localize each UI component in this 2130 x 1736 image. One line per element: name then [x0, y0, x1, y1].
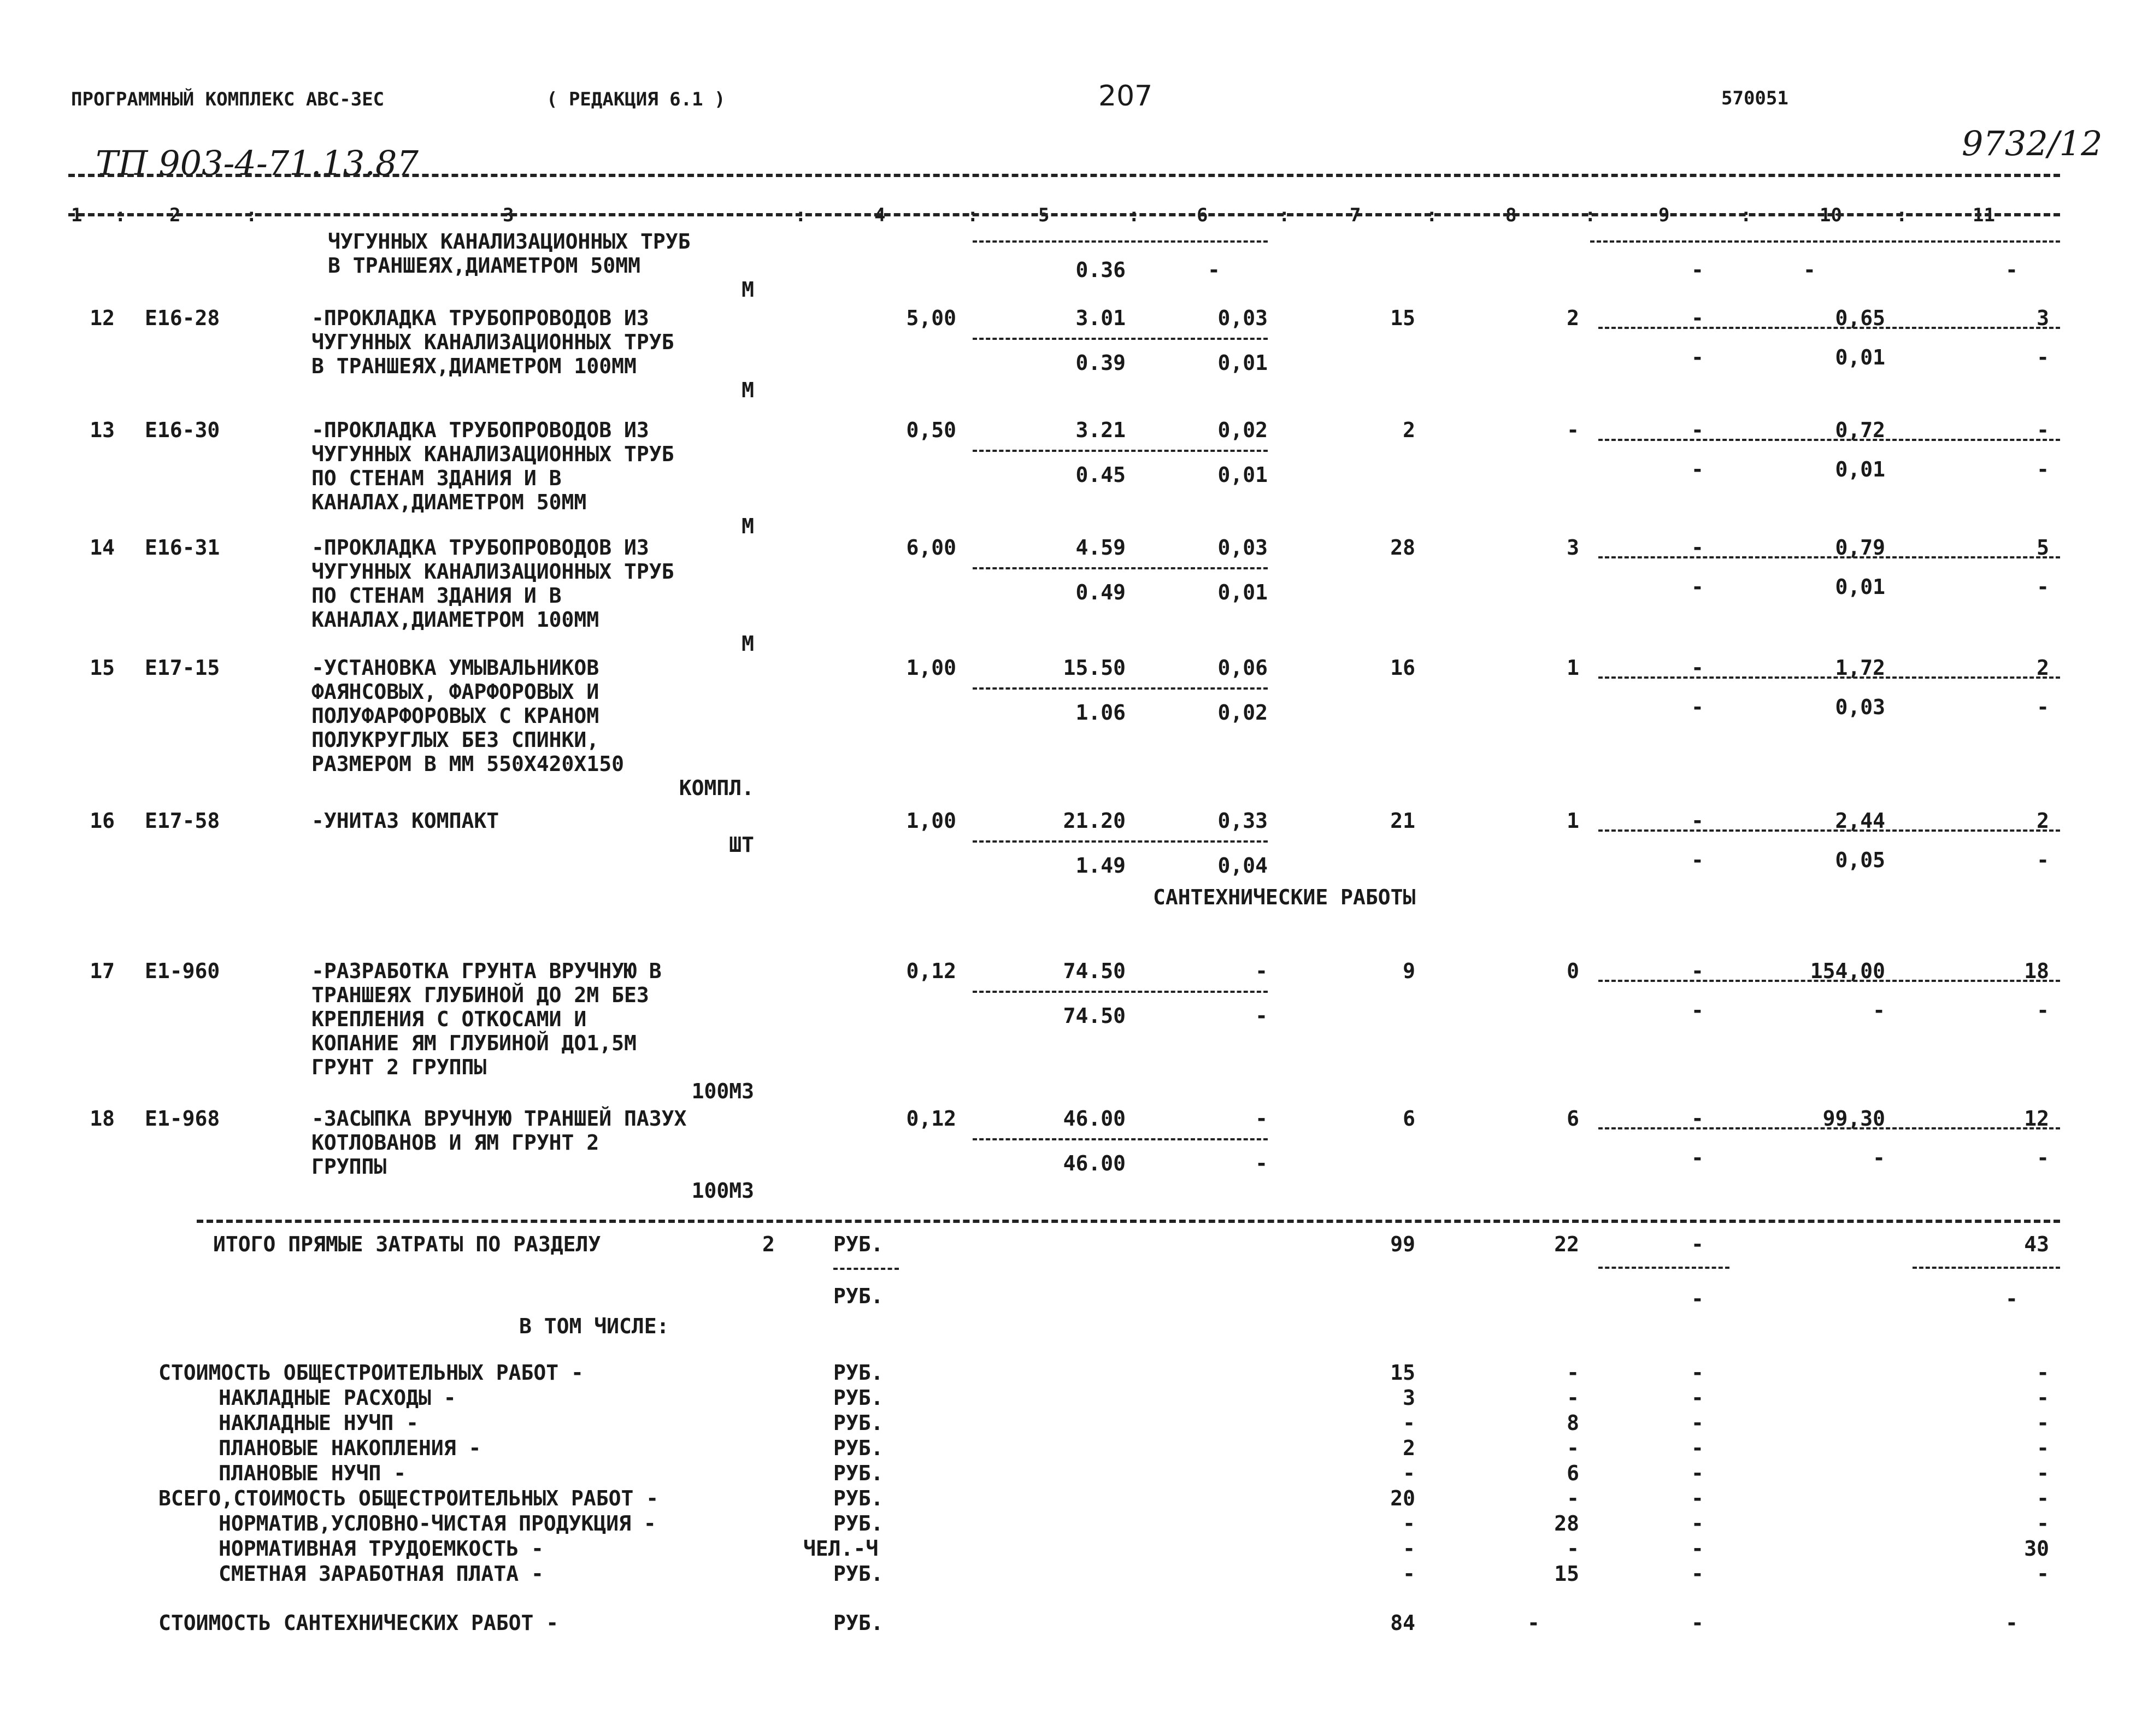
row-c11b: -: [2037, 575, 2049, 599]
totals-c11b: -: [2005, 1287, 2018, 1311]
row-qty: 0,50: [906, 418, 956, 442]
row-c11: 2: [2037, 656, 2049, 680]
summary-unit: РУБ.: [833, 1436, 884, 1460]
summary-c9: -: [1691, 1361, 1704, 1385]
summary-c9: -: [1691, 1537, 1704, 1561]
final-c8: -: [1527, 1611, 1540, 1635]
row-c10b: 0,01: [1835, 457, 1885, 481]
row-c6: 0,33: [1217, 809, 1268, 833]
row-number: 16: [90, 809, 115, 833]
row-c11b: -: [2037, 998, 2049, 1022]
row-description: ПО СТЕНАМ ЗДАНИЯ И В: [311, 584, 562, 608]
row-description: -ЗАСЫПКА ВРУЧНУЮ ТРАНШЕЙ ПАЗУХ: [311, 1107, 687, 1131]
row-c5: 46.00: [1063, 1107, 1126, 1131]
row-description: КОПАНИЕ ЯМ ГЛУБИНОЙ ДО1,5М: [311, 1031, 637, 1055]
row-description: КАНАЛАХ,ДИАМЕТРОМ 50ММ: [311, 490, 587, 514]
summary-unit: РУБ.: [833, 1411, 884, 1435]
row-qty: 1,00: [906, 656, 956, 680]
row-description: РАЗМЕРОМ В ММ 550Х420Х150: [311, 752, 624, 776]
summary-c7: -: [1403, 1411, 1415, 1435]
row-c8: 2: [1567, 306, 1579, 330]
row-description: ГРУППЫ: [311, 1155, 387, 1179]
summary-c9: -: [1691, 1486, 1704, 1510]
row-qty: 0,12: [906, 959, 956, 983]
row-c7: 28: [1390, 535, 1415, 560]
row-c6: 0,03: [1217, 535, 1268, 560]
row-c9b: -: [1691, 575, 1704, 599]
row-number: 17: [90, 959, 115, 983]
totals-c7: 99: [1390, 1232, 1415, 1256]
section-label: САНТЕХНИЧЕСКИЕ РАБОТЫ: [1153, 885, 1416, 909]
final-c11: -: [2005, 1611, 2018, 1635]
summary-unit: ЧЕЛ.-Ч: [803, 1537, 879, 1561]
final-c7: 84: [1390, 1611, 1415, 1635]
row-unit: М: [742, 632, 754, 656]
totals-unit-2: РУБ.: [833, 1284, 884, 1308]
sheet-number: 9732/12: [1962, 123, 2103, 163]
row-c10b: -: [1873, 1146, 1885, 1170]
row-code: Е16-30: [145, 418, 220, 442]
summary-c9: -: [1691, 1386, 1704, 1410]
summary-c7: -: [1403, 1537, 1415, 1561]
row-c5b: 46.00: [1063, 1151, 1126, 1175]
summary-unit: РУБ.: [833, 1361, 884, 1385]
row-c6b: 0,01: [1217, 463, 1268, 487]
summary-unit: РУБ.: [833, 1562, 884, 1586]
row-c6b: 0,02: [1217, 701, 1268, 725]
row-c11b: -: [2037, 848, 2049, 872]
including-label: В ТОМ ЧИСЛЕ:: [519, 1314, 669, 1338]
summary-c7: 15: [1390, 1361, 1415, 1385]
row-unit: 100М3: [691, 1079, 754, 1103]
final-unit: РУБ.: [833, 1611, 884, 1635]
row-c9: -: [1691, 1107, 1704, 1131]
row-description: КРЕПЛЕНИЯ С ОТКОСАМИ И: [311, 1007, 587, 1031]
totals-section: 2: [762, 1232, 775, 1256]
summary-label: НОРМАТИВ,УСЛОВНО-ЧИСТАЯ ПРОДУКЦИЯ -: [219, 1511, 656, 1535]
row-description: -РАЗРАБОТКА ГРУНТА ВРУЧНУЮ В: [311, 959, 662, 983]
row-c10b: 0,03: [1835, 695, 1885, 719]
row-c11b: -: [2037, 1146, 2049, 1170]
summary-label: СТОИМОСТЬ ОБЩЕСТРОИТЕЛЬНЫХ РАБОТ -: [158, 1361, 584, 1385]
row-number: 12: [90, 306, 115, 330]
row-description: -ПРОКЛАДКА ТРУБОПРОВОДОВ ИЗ: [311, 535, 649, 560]
row-c11: 2: [2037, 809, 2049, 833]
row-description: ГРУНТ 2 ГРУППЫ: [311, 1055, 487, 1079]
row-c6: -: [1255, 959, 1268, 983]
summary-label: СМЕТНАЯ ЗАРАБОТНАЯ ПЛАТА -: [219, 1562, 544, 1586]
row-description: -УНИТАЗ КОМПАКТ: [311, 809, 499, 833]
summary-c11: -: [2037, 1486, 2049, 1510]
summary-c8: -: [1567, 1361, 1579, 1385]
row-c6: 0,06: [1217, 656, 1268, 680]
row-qty: 5,00: [906, 306, 956, 330]
totals-label: ИТОГО ПРЯМЫЕ ЗАТРАТЫ ПО РАЗДЕЛУ: [213, 1232, 601, 1256]
row-c9b: -: [1691, 345, 1704, 369]
row-unit: КОМПЛ.: [679, 776, 754, 800]
carry-line: ЧУГУННЫХ КАНАЛИЗАЦИОННЫХ ТРУБ: [328, 229, 691, 254]
summary-label: ВСЕГО,СТОИМОСТЬ ОБЩЕСТРОИТЕЛЬНЫХ РАБОТ -: [158, 1486, 659, 1510]
row-c8: -: [1567, 418, 1579, 442]
row-c11b: -: [2037, 345, 2049, 369]
row-c11: 18: [2024, 959, 2049, 983]
row-description: В ТРАНШЕЯХ,ДИАМЕТРОМ 100ММ: [311, 354, 637, 378]
row-code: Е16-28: [145, 306, 220, 330]
unit-label: М: [742, 278, 754, 302]
row-c10: 99,30: [1822, 1107, 1885, 1131]
row-c10b: 0,01: [1835, 575, 1885, 599]
summary-c11: -: [2037, 1511, 2049, 1535]
row-number: 14: [90, 535, 115, 560]
row-c5: 3.21: [1075, 418, 1126, 442]
row-description: ЧУГУННЫХ КАНАЛИЗАЦИОННЫХ ТРУБ: [311, 560, 674, 584]
summary-c8: -: [1567, 1486, 1579, 1510]
row-c5b: 74.50: [1063, 1004, 1126, 1028]
program-title: ПРОГРАММНЫЙ КОМПЛЕКС АВС-3ЕС: [71, 89, 385, 110]
row-description: ЧУГУННЫХ КАНАЛИЗАЦИОННЫХ ТРУБ: [311, 442, 674, 466]
summary-c11: -: [2037, 1562, 2049, 1586]
totals-c9b: -: [1691, 1287, 1704, 1311]
summary-c11: -: [2037, 1411, 2049, 1435]
row-c10: 0,72: [1835, 418, 1885, 442]
row-c9: -: [1691, 418, 1704, 442]
row-c5b: 0.45: [1075, 463, 1126, 487]
page-number: 207: [1098, 80, 1153, 113]
summary-c7: 3: [1403, 1386, 1415, 1410]
summary-c9: -: [1691, 1511, 1704, 1535]
row-c5b: 1.06: [1075, 701, 1126, 725]
row-c7: 6: [1403, 1107, 1415, 1131]
totals-c11: 43: [2024, 1232, 2049, 1256]
summary-c8: 8: [1567, 1411, 1579, 1435]
row-c6b: -: [1255, 1004, 1268, 1028]
summary-unit: РУБ.: [833, 1461, 884, 1485]
row-description: -ПРОКЛАДКА ТРУБОПРОВОДОВ ИЗ: [311, 306, 649, 330]
row-c11: -: [2037, 418, 2049, 442]
row-c10b: 0,01: [1835, 345, 1885, 369]
row-c10: 1,72: [1835, 656, 1885, 680]
row-c11: 5: [2037, 535, 2049, 560]
final-c9: -: [1691, 1611, 1704, 1635]
project-code: ТП 903-4-71.13.87: [96, 143, 419, 183]
row-description: -УСТАНОВКА УМЫВАЛЬНИКОВ: [311, 656, 599, 680]
totals-c9: -: [1691, 1232, 1704, 1256]
row-c10: 0,79: [1835, 535, 1885, 560]
row-c11: 3: [2037, 306, 2049, 330]
summary-c8: 28: [1554, 1511, 1579, 1535]
row-c8: 3: [1567, 535, 1579, 560]
row-c5b: 0.39: [1075, 351, 1126, 375]
summary-c11: -: [2037, 1436, 2049, 1460]
summary-c11: -: [2037, 1461, 2049, 1485]
summary-c8: 6: [1567, 1461, 1579, 1485]
row-c10: 0,65: [1835, 306, 1885, 330]
summary-label: НОРМАТИВНАЯ ТРУДОЕМКОСТЬ -: [219, 1537, 544, 1561]
summary-unit: РУБ.: [833, 1511, 884, 1535]
row-c6: 0,03: [1217, 306, 1268, 330]
row-unit: ШТ: [729, 833, 754, 857]
edition-label: ( РЕДАКЦИЯ 6.1 ): [546, 89, 726, 110]
row-c6: -: [1255, 1107, 1268, 1131]
row-c9: -: [1691, 535, 1704, 560]
row-c8: 1: [1567, 656, 1579, 680]
summary-label: НАКЛАДНЫЕ РАСХОДЫ -: [219, 1386, 456, 1410]
row-c9: -: [1691, 959, 1704, 983]
summary-label: ПЛАНОВЫЕ НУЧП -: [219, 1461, 407, 1485]
summary-c9: -: [1691, 1436, 1704, 1460]
row-c7: 15: [1390, 306, 1415, 330]
summary-c11: -: [2037, 1361, 2049, 1385]
row-c11b: -: [2037, 457, 2049, 481]
row-c5b: 1.49: [1075, 854, 1126, 878]
row-c9: -: [1691, 656, 1704, 680]
row-c9b: -: [1691, 1146, 1704, 1170]
summary-unit: РУБ.: [833, 1486, 884, 1510]
summary-c9: -: [1691, 1461, 1704, 1485]
summary-c11: 30: [2024, 1537, 2049, 1561]
row-c9b: -: [1691, 457, 1704, 481]
c10b: -: [1803, 258, 1816, 282]
row-c6: 0,02: [1217, 418, 1268, 442]
row-c9b: -: [1691, 848, 1704, 872]
totals-unit: РУБ.: [833, 1232, 884, 1256]
row-c7: 2: [1403, 418, 1415, 442]
c9b: -: [1691, 258, 1704, 282]
doc-code: 570051: [1721, 87, 1788, 109]
row-c9b: -: [1691, 998, 1704, 1022]
row-unit: М: [742, 378, 754, 402]
summary-unit: РУБ.: [833, 1386, 884, 1410]
summary-c7: -: [1403, 1461, 1415, 1485]
row-description: ТРАНШЕЯХ ГЛУБИНОЙ ДО 2М БЕЗ: [311, 983, 649, 1007]
row-c10b: 0,05: [1835, 848, 1885, 872]
row-c11: 12: [2024, 1107, 2049, 1131]
summary-c7: -: [1403, 1511, 1415, 1535]
row-qty: 6,00: [906, 535, 956, 560]
summary-c9: -: [1691, 1411, 1704, 1435]
row-code: Е1-960: [145, 959, 220, 983]
row-number: 15: [90, 656, 115, 680]
final-label: СТОИМОСТЬ САНТЕХНИЧЕСКИХ РАБОТ -: [158, 1611, 559, 1635]
row-unit: 100М3: [691, 1179, 754, 1203]
row-number: 18: [90, 1107, 115, 1131]
row-code: Е16-31: [145, 535, 220, 560]
summary-c7: -: [1403, 1562, 1415, 1586]
row-c10: 154,00: [1810, 959, 1885, 983]
row-c5: 3.01: [1075, 306, 1126, 330]
summary-c7: 20: [1390, 1486, 1415, 1510]
row-code: Е17-15: [145, 656, 220, 680]
row-description: ПО СТЕНАМ ЗДАНИЯ И В: [311, 466, 562, 490]
row-unit: М: [742, 514, 754, 538]
row-c6b: 0,04: [1217, 854, 1268, 878]
summary-c11: -: [2037, 1386, 2049, 1410]
row-qty: 1,00: [906, 809, 956, 833]
row-c8: 1: [1567, 809, 1579, 833]
row-number: 13: [90, 418, 115, 442]
row-c8: 6: [1567, 1107, 1579, 1131]
row-c6b: 0,01: [1217, 580, 1268, 604]
row-c5: 74.50: [1063, 959, 1126, 983]
carry-line: В ТРАНШЕЯХ,ДИАМЕТРОМ 50ММ: [328, 254, 640, 278]
row-code: Е1-968: [145, 1107, 220, 1131]
row-description: КАНАЛАХ,ДИАМЕТРОМ 100ММ: [311, 608, 599, 632]
row-c6b: -: [1255, 1151, 1268, 1175]
row-description: -ПРОКЛАДКА ТРУБОПРОВОДОВ ИЗ: [311, 418, 649, 442]
row-description: КОТЛОВАНОВ И ЯМ ГРУНТ 2: [311, 1131, 599, 1155]
row-qty: 0,12: [906, 1107, 956, 1131]
c5b: 0.36: [1075, 258, 1126, 282]
row-description: ПОЛУКРУГЛЫХ БЕЗ СПИНКИ,: [311, 728, 599, 752]
summary-label: ПЛАНОВЫЕ НАКОПЛЕНИЯ -: [219, 1436, 481, 1460]
row-c5: 15.50: [1063, 656, 1126, 680]
summary-c8: 15: [1554, 1562, 1579, 1586]
summary-label: НАКЛАДНЫЕ НУЧП -: [219, 1411, 419, 1435]
c11b: -: [2005, 258, 2018, 282]
summary-c7: 2: [1403, 1436, 1415, 1460]
row-c9b: -: [1691, 695, 1704, 719]
row-c9: -: [1691, 306, 1704, 330]
row-c10: 2,44: [1835, 809, 1885, 833]
row-c7: 21: [1390, 809, 1415, 833]
row-c10b: -: [1873, 998, 1885, 1022]
row-c8: 0: [1567, 959, 1579, 983]
row-description: ЧУГУННЫХ КАНАЛИЗАЦИОННЫХ ТРУБ: [311, 330, 674, 354]
summary-c8: -: [1567, 1386, 1579, 1410]
row-c7: 9: [1403, 959, 1415, 983]
row-c5: 4.59: [1075, 535, 1126, 560]
row-c7: 16: [1390, 656, 1415, 680]
row-c5: 21.20: [1063, 809, 1126, 833]
c6b: -: [1208, 258, 1220, 282]
row-description: ПОЛУФАРФОРОВЫХ С КРАНОМ: [311, 704, 599, 728]
summary-c8: -: [1567, 1436, 1579, 1460]
row-description: ФАЯНСОВЫХ, ФАРФОРОВЫХ И: [311, 680, 599, 704]
summary-c9: -: [1691, 1562, 1704, 1586]
row-c11b: -: [2037, 695, 2049, 719]
row-c6b: 0,01: [1217, 351, 1268, 375]
totals-c8: 22: [1554, 1232, 1579, 1256]
summary-c8: -: [1567, 1537, 1579, 1561]
row-c5b: 0.49: [1075, 580, 1126, 604]
row-c9: -: [1691, 809, 1704, 833]
row-code: Е17-58: [145, 809, 220, 833]
